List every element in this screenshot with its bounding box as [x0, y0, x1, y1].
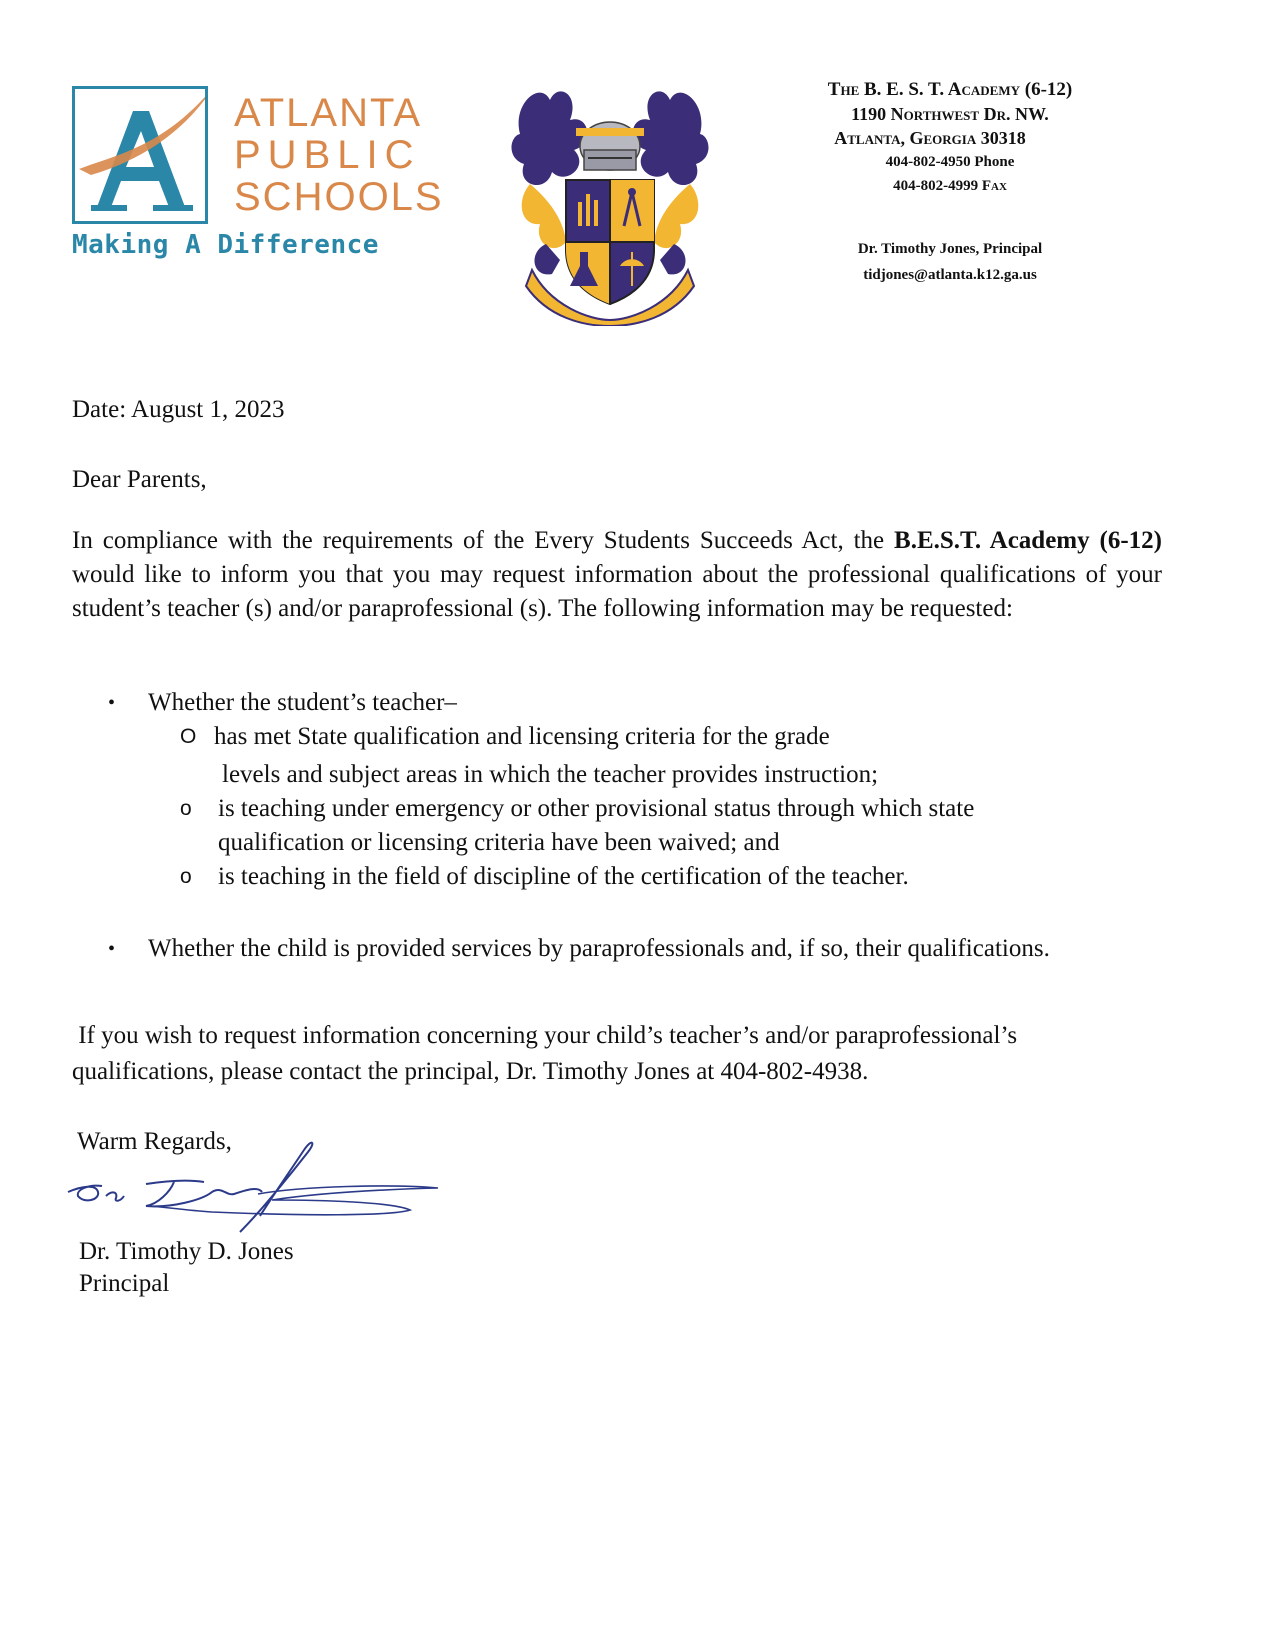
closing-line-1: If you wish to request information concerning your child’s teacher’s and/or paraprofessional’s [72, 1022, 1018, 1049]
closing-paragraph [72, 1018, 1192, 1090]
sub-list-item [108, 860, 1158, 894]
bullet-icon: • [108, 938, 116, 960]
aps-word-3: SCHOOLS [234, 175, 444, 219]
handwritten-signature [62, 1140, 452, 1240]
sub-item-3-line-1: is teaching in the field of discipline of the certification of the teacher. [218, 863, 909, 890]
sub-list-item [108, 792, 1158, 860]
closing-line-2: qualifications, please contact the principal, Dr. Timothy Jones at 404-802-4938. [72, 1058, 869, 1085]
aps-tagline: Making A Difference [72, 230, 379, 260]
aps-logo-emblem [72, 86, 208, 224]
hollow-bullet-icon: O [180, 725, 197, 748]
school-fax: 404-802-4999 Fax [893, 178, 1007, 194]
bullet-2-text: Whether the child is provided services by paraprofessionals and, if so, their qualifications. [148, 935, 1050, 962]
sub-item-2-line-1: is teaching under emergency or other provisional status through which state [218, 795, 975, 822]
bullet-1-text: Whether the student’s teacher– [148, 689, 457, 716]
principal-title-line: Dr. Timothy Jones, Principal [857, 241, 1043, 257]
requestable-info-list [108, 686, 1158, 966]
sign-off: Warm Regards, [77, 1128, 232, 1155]
school-address-block [790, 78, 1110, 198]
intro-text-end: would like to inform you that you may request information about the professional qualifications of your student’s teacher (s) and/or paraprofessional (s). The following information may be requested: [72, 561, 1162, 622]
principal-email: tidjones@atlanta.k12.ga.us [863, 267, 1037, 283]
list-item [108, 686, 1158, 720]
aps-a-emblem-icon [75, 89, 205, 221]
sub-item-2-line-2: qualification or licensing criteria have been waived; and [218, 829, 780, 856]
school-name: The B. E. S. T. Academy (6-12) [827, 79, 1073, 100]
school-city: Atlanta, Georgia 30318 [834, 128, 1026, 148]
hollow-bullet-icon: o [180, 797, 192, 820]
hollow-bullet-icon: o [180, 865, 192, 888]
principal-contact-block [790, 236, 1110, 288]
signer-name: Dr. Timothy D. Jones [79, 1238, 294, 1265]
signer-title: Principal [79, 1270, 170, 1297]
school-phone: 404-802-4950 Phone [885, 154, 1015, 170]
school-name-bold: B.E.S.T. Academy (6-12) [894, 527, 1162, 554]
list-item [108, 932, 1158, 966]
crest-emblem-icon [510, 74, 710, 326]
atlanta-public-schools-logo [72, 86, 444, 266]
sub-item-1-line-1: has met State qualification and licensing criteria for the grade [214, 723, 830, 750]
intro-paragraph [72, 524, 1162, 626]
letter-date: Date: August 1, 2023 [72, 396, 285, 423]
aps-word-2: PUBLIC [234, 133, 421, 177]
sub-list-item [108, 720, 1158, 792]
intro-text-start: In compliance with the requirements of the Every Students Succeeds Act, the [72, 527, 895, 554]
aps-word-1: ATLANTA [234, 91, 423, 135]
aps-wordmark [234, 92, 444, 218]
signature-block [79, 1236, 294, 1300]
sub-item-1-line-2: levels and subject areas in which the teacher provides instruction; [222, 761, 879, 788]
letter-greeting: Dear Parents, [72, 466, 207, 493]
school-street: 1190 Northwest Dr. NW. [851, 104, 1049, 124]
bullet-icon: • [108, 692, 116, 714]
best-academy-crest [510, 74, 710, 326]
